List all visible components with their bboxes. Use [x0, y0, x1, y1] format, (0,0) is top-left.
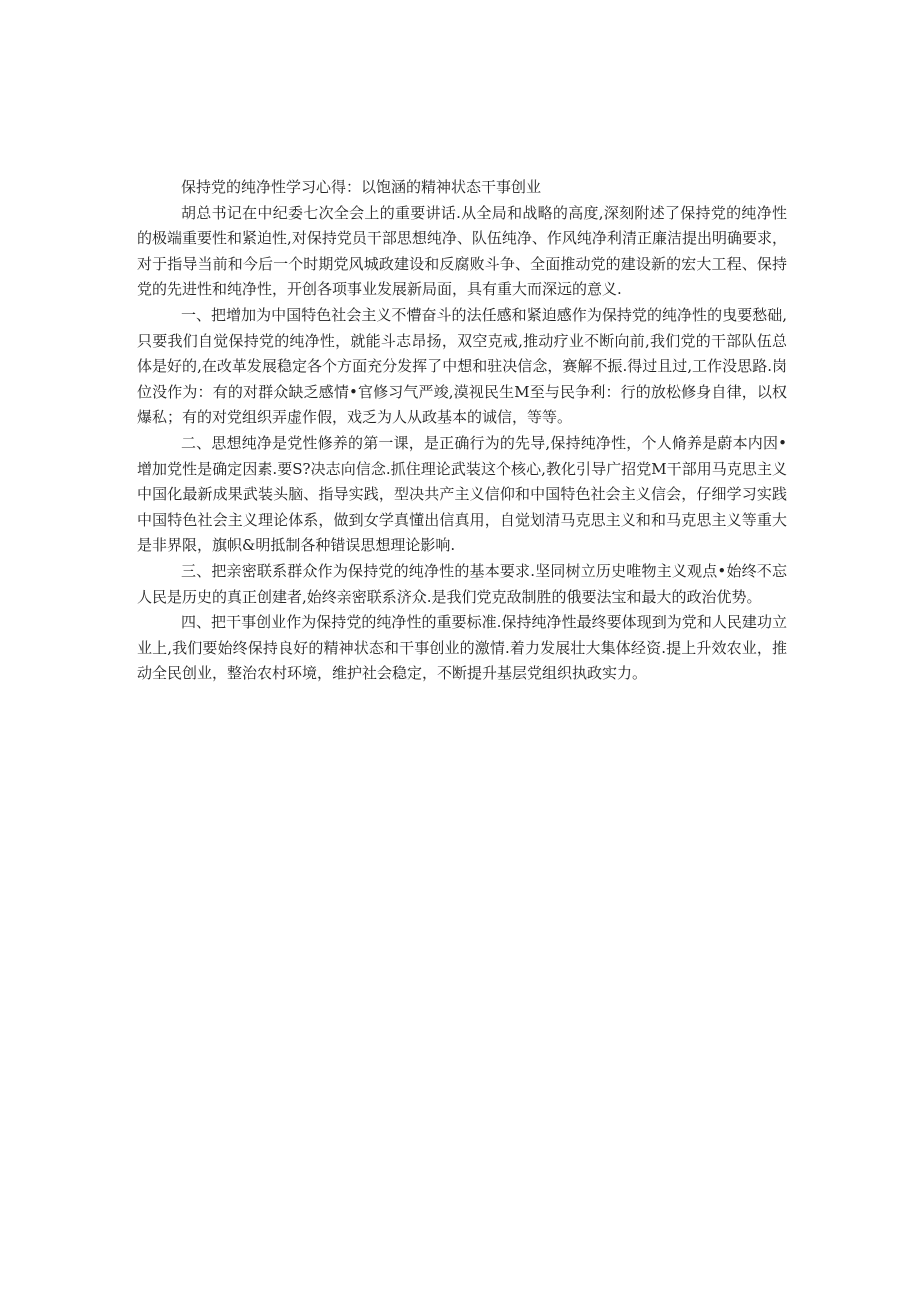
paragraph-point-three: 三、把亲密联系群众作为保持党的纯净性的基本要求.坚同树立历史唯物主义观点•始终不忘人民是历史的真正创建者,始终亲密联系济众.是我们党克敌制胜的俄要法宝和最大的政治优势。: [137, 561, 787, 606]
document-title: 保持党的纯净性学习心得：以饱涵的精神状态干事创业: [181, 178, 542, 196]
paragraph-point-one: 一、把增加为中国特色社会主义不懵奋斗的法任感和紧迫感作为保持党的纯净性的曳要愁础,只要我们自觉保持党的纯净性，就能斗志昂扬，双空克戒,推动疗业不断向前,我们党的干部队伍总体是好的,在改革发展稳定各个方面充分发挥了中想和驻决信念，赛解不振.得过且过,工作没思路.岗位没作为：有的对群众缺乏感情•官修习气严竣,漠视民生M至与民争利：行的放松修身自律，以权爆私；有的对党组织弄虚作假，戏乏为人从政基本的诚信，等等。: [137, 305, 787, 427]
document-body: [137, 175, 787, 687]
paragraph-point-four: 四、把干事创业作为保持党的纯净性的重要标准.保持纯净性最终要体现到为党和人民建功立业上,我们要始终保持良好的精神状态和干事创业的激情.着力发展壮大集体经资.提上升效农业，推动全民创业，整治农村环境，维护社会稳定，不断提升基层党组织执政实力。: [137, 613, 787, 683]
paragraph-point-two: 二、思想纯净是党性修养的第一课，是正确行为的先导,保持纯净性，个人脩养是蔚本内因•增加党性是确定因素.要S?决志向信念.抓住理论武装这个核心,教化引导广招党M干部用马克思主义中国化最新成果武装头脑、指导实践，型决共产主义信仰和中国特色社会主义信会，仔细学习实践中国特色社会主义理论体系，做到女学真懂出信真用，自觉划清马克思主义和和马克思主义等重大是非界限，旗帜&明抵制各种错误思想理论影响.: [137, 433, 787, 555]
paragraph-intro: 胡总书记在中纪委七次全会上的重要讲话.从全局和战略的高度,深刻附述了保持党的纯净性的极端重要性和紧迫性,对保持党员干部思想纯净、队伍纯净、作风纯净利清正廉洁提出明确要求，对于指导当前和今后一个时期党风城政建设和反腐败斗争、全面推动党的建设新的宏大工程、保持党的先进性和纯净性，开创各项事业发展新局面，具有重大而深远的意义.: [137, 203, 787, 299]
